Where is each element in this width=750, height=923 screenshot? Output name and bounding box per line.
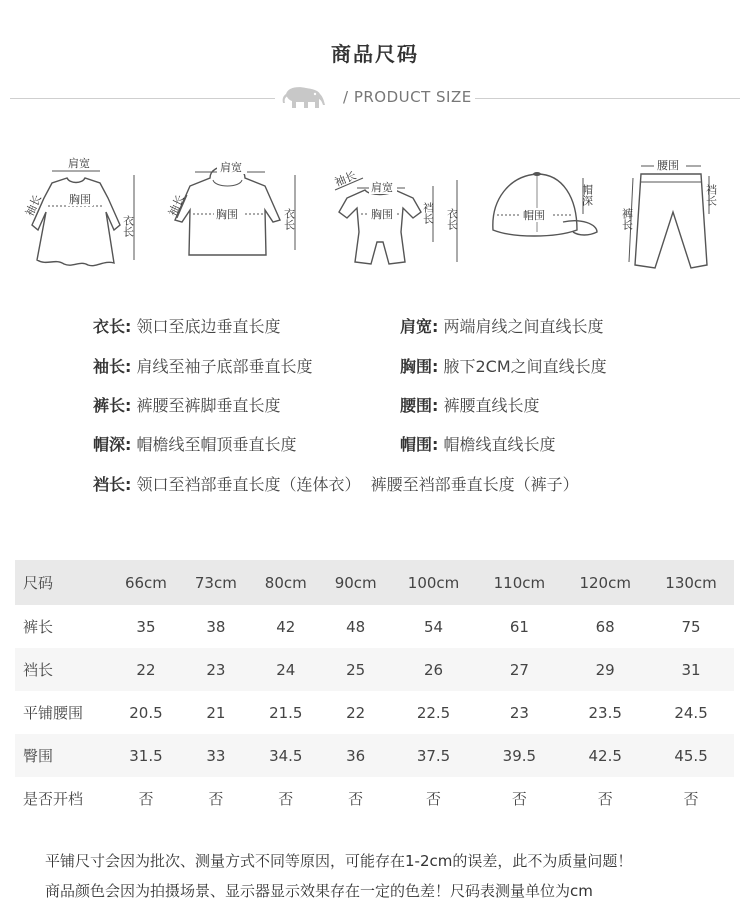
table-cell: 24 xyxy=(276,660,296,679)
table-cell: 34.5 xyxy=(269,746,303,765)
dress-chest-label: 胸围 xyxy=(69,193,91,206)
romper-crotch-label: 裆长 xyxy=(421,202,435,224)
divider-left xyxy=(10,98,275,99)
table-header-cell: 110cm xyxy=(493,573,546,592)
table-header-cell: 120cm xyxy=(579,573,631,592)
table-header-cell: 66cm xyxy=(124,573,167,592)
table-cell: 45.5 xyxy=(674,746,708,765)
dress-sleeve-label: 袖长 xyxy=(23,192,45,219)
romper-chest-label: 胸围 xyxy=(371,208,393,221)
table-row-label: 裤长 xyxy=(23,618,54,636)
table-cell: 31.5 xyxy=(129,746,163,765)
hoodie-sleeve-label: 袖长 xyxy=(166,192,188,219)
table-row xyxy=(15,777,734,820)
table-cell: 否 xyxy=(348,790,364,808)
table-cell: 否 xyxy=(597,790,613,808)
table-cell: 否 xyxy=(511,790,527,808)
page-title: 商品尺码 xyxy=(331,42,419,66)
table-cell: 否 xyxy=(138,790,154,808)
table-row xyxy=(15,734,734,777)
dress-diagram xyxy=(22,150,152,279)
table-row xyxy=(15,605,734,648)
table-cell: 54 xyxy=(423,617,444,636)
table-cell: 42.5 xyxy=(588,746,622,765)
definition-item: 腰围: 裤腰直线长度 xyxy=(400,396,540,415)
table-header-cell: 73cm xyxy=(194,573,237,592)
definition-item: 肩宽: 两端肩线之间直线长度 xyxy=(400,317,604,336)
table-row xyxy=(15,648,734,691)
definition-item: 帽围: 帽檐线直线长度 xyxy=(400,435,556,454)
cap-depth-label: 帽深 xyxy=(580,184,594,206)
cap-diagram xyxy=(485,150,610,279)
table-header-cell: 尺码 xyxy=(23,574,54,592)
table-header-cell: 130cm xyxy=(665,573,717,592)
definition-item: 袖长: 肩线至袖子底部垂直长度 xyxy=(93,357,313,376)
definition-item: 衣长: 领口至底边垂直长度 xyxy=(93,317,281,336)
definition-item: 胸围: 腋下2CM之间直线长度 xyxy=(400,357,607,376)
pants-waist-label: 腰围 xyxy=(657,159,679,172)
note-measurement: 平铺尺寸会因为批次、测量方式不同等原因，可能存在1-2cm的误差，此不为质量问题！ xyxy=(45,852,633,870)
table-header-cell: 90cm xyxy=(334,573,377,592)
table-cell: 23 xyxy=(509,703,529,722)
table-cell: 否 xyxy=(426,790,442,808)
table-cell: 35 xyxy=(136,617,156,636)
size-table xyxy=(15,560,734,820)
table-cell: 21.5 xyxy=(269,703,303,722)
table-row-label: 平铺腰围 xyxy=(23,704,84,722)
table-cell: 23 xyxy=(206,660,226,679)
hoodie-chest-label: 胸围 xyxy=(216,208,238,221)
table-cell: 48 xyxy=(346,617,366,636)
table-cell: 否 xyxy=(683,790,699,808)
table-cell: 20.5 xyxy=(129,703,163,722)
table-cell: 39.5 xyxy=(502,746,537,765)
dress-length-label: 衣长 xyxy=(121,215,135,237)
pants-crotch-label: 裆长 xyxy=(704,184,718,206)
table-cell: 42 xyxy=(276,617,296,636)
table-cell: 75 xyxy=(681,617,701,636)
table-header-cell: 80cm xyxy=(264,573,307,592)
table-cell: 31 xyxy=(681,660,701,679)
table-header-cell: 100cm xyxy=(407,573,460,592)
table-cell: 27 xyxy=(509,660,529,679)
table-cell: 否 xyxy=(208,790,224,808)
table-row-label: 是否开档 xyxy=(23,790,84,808)
table-cell: 21 xyxy=(206,703,226,722)
dress-shoulder-label: 肩宽 xyxy=(68,157,90,170)
table-row-label: 裆长 xyxy=(23,661,54,679)
table-cell: 29 xyxy=(595,660,615,679)
definition-item: 帽深: 帽檐线至帽顶垂直长度 xyxy=(93,435,297,454)
pants-diagram xyxy=(615,150,730,279)
note-color: 商品颜色会因为拍摄场景、显示器显示效果存在一定的色差！尺码表测量单位为cm xyxy=(45,882,593,900)
table-cell: 33 xyxy=(206,746,226,765)
romper-shoulder-label: 肩宽 xyxy=(371,181,393,194)
table-cell: 22 xyxy=(136,660,156,679)
table-cell: 23.5 xyxy=(588,703,622,722)
table-cell: 24.5 xyxy=(674,703,708,722)
table-cell: 22 xyxy=(346,703,366,722)
definition-item: 裆长: 领口至裆部垂直长度（连体衣） 裤腰至裆部垂直长度（裤子） xyxy=(93,475,579,494)
table-cell: 22.5 xyxy=(416,703,451,722)
romper-length-label: 衣长 xyxy=(445,208,459,230)
table-cell: 25 xyxy=(346,660,366,679)
table-cell: 38 xyxy=(206,617,226,636)
hoodie-diagram xyxy=(165,150,305,279)
table-cell: 36 xyxy=(346,746,366,765)
table-cell: 61 xyxy=(509,617,529,636)
page-subtitle: / PRODUCT SIZE xyxy=(343,88,472,106)
table-cell: 否 xyxy=(278,790,294,808)
table-cell: 68 xyxy=(595,617,615,636)
table-cell: 26 xyxy=(423,660,444,679)
elephant-icon xyxy=(280,84,328,114)
divider-right xyxy=(475,98,740,99)
definition-item: 裤长: 裤腰至裤脚垂直长度 xyxy=(93,396,281,415)
cap-circumference-label: 帽围 xyxy=(523,209,545,222)
pants-length-label: 裤长 xyxy=(620,208,634,230)
table-cell: 37.5 xyxy=(416,746,451,765)
table-row-label: 臀围 xyxy=(23,747,54,765)
hoodie-shoulder-label: 肩宽 xyxy=(220,161,242,174)
hoodie-length-label: 衣长 xyxy=(282,208,296,230)
romper-diagram xyxy=(325,150,470,279)
table-header-row xyxy=(15,560,734,605)
romper-sleeve-label: 袖长 xyxy=(332,168,359,190)
table-row xyxy=(15,691,734,734)
